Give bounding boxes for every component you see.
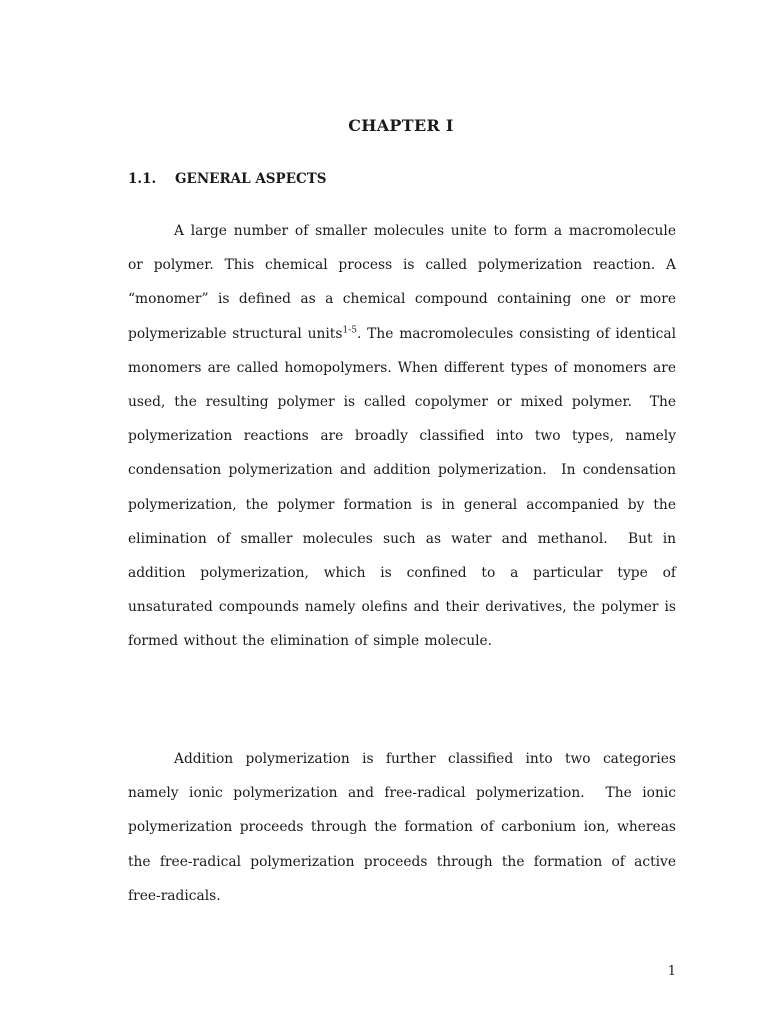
citation-superscript: 1-5	[342, 325, 357, 336]
paragraph-text: A large number of smaller molecules unite to form a macromolecule or polymer. This chemical process is called polymerization reaction. A “monomer” is defined as a chemical compound containing one or more polymerizable structural units	[128, 223, 676, 342]
paragraph-text: . The macromolecules consisting of identical monomers are called homopolymers. When different types of monomers are used, the resulting polymer is called copolymer or mixed polymer. The polymerization reactions are broadly classified into two types, namely condensation polymerization and addition polymerization. In condensation polymerization, the polymer formation is in general accompanied by the elimination of smaller molecules such as water and methanol. But in addition polymerization, which is confined to a particular type of unsaturated compounds namely olefins and their derivatives, the polymer is formed without the elimination of simple molecule.	[128, 325, 676, 650]
page-number: 1	[667, 964, 676, 979]
section-title: GENERAL ASPECTS	[175, 171, 327, 187]
paragraph-general-aspects	[128, 214, 676, 659]
chapter-title: CHAPTER I	[348, 116, 454, 135]
paragraph-addition-polymerization: Addition polymerization is further classified into two categories namely ionic polymerization and free-radical polymerization. The ionic polymerization proceeds through the formation of carbonium ion, whereas the free-radical polymerization proceeds through the formation of active free-radicals.	[128, 751, 676, 904]
section-number: 1.1.	[128, 171, 157, 187]
section-heading	[128, 171, 327, 187]
